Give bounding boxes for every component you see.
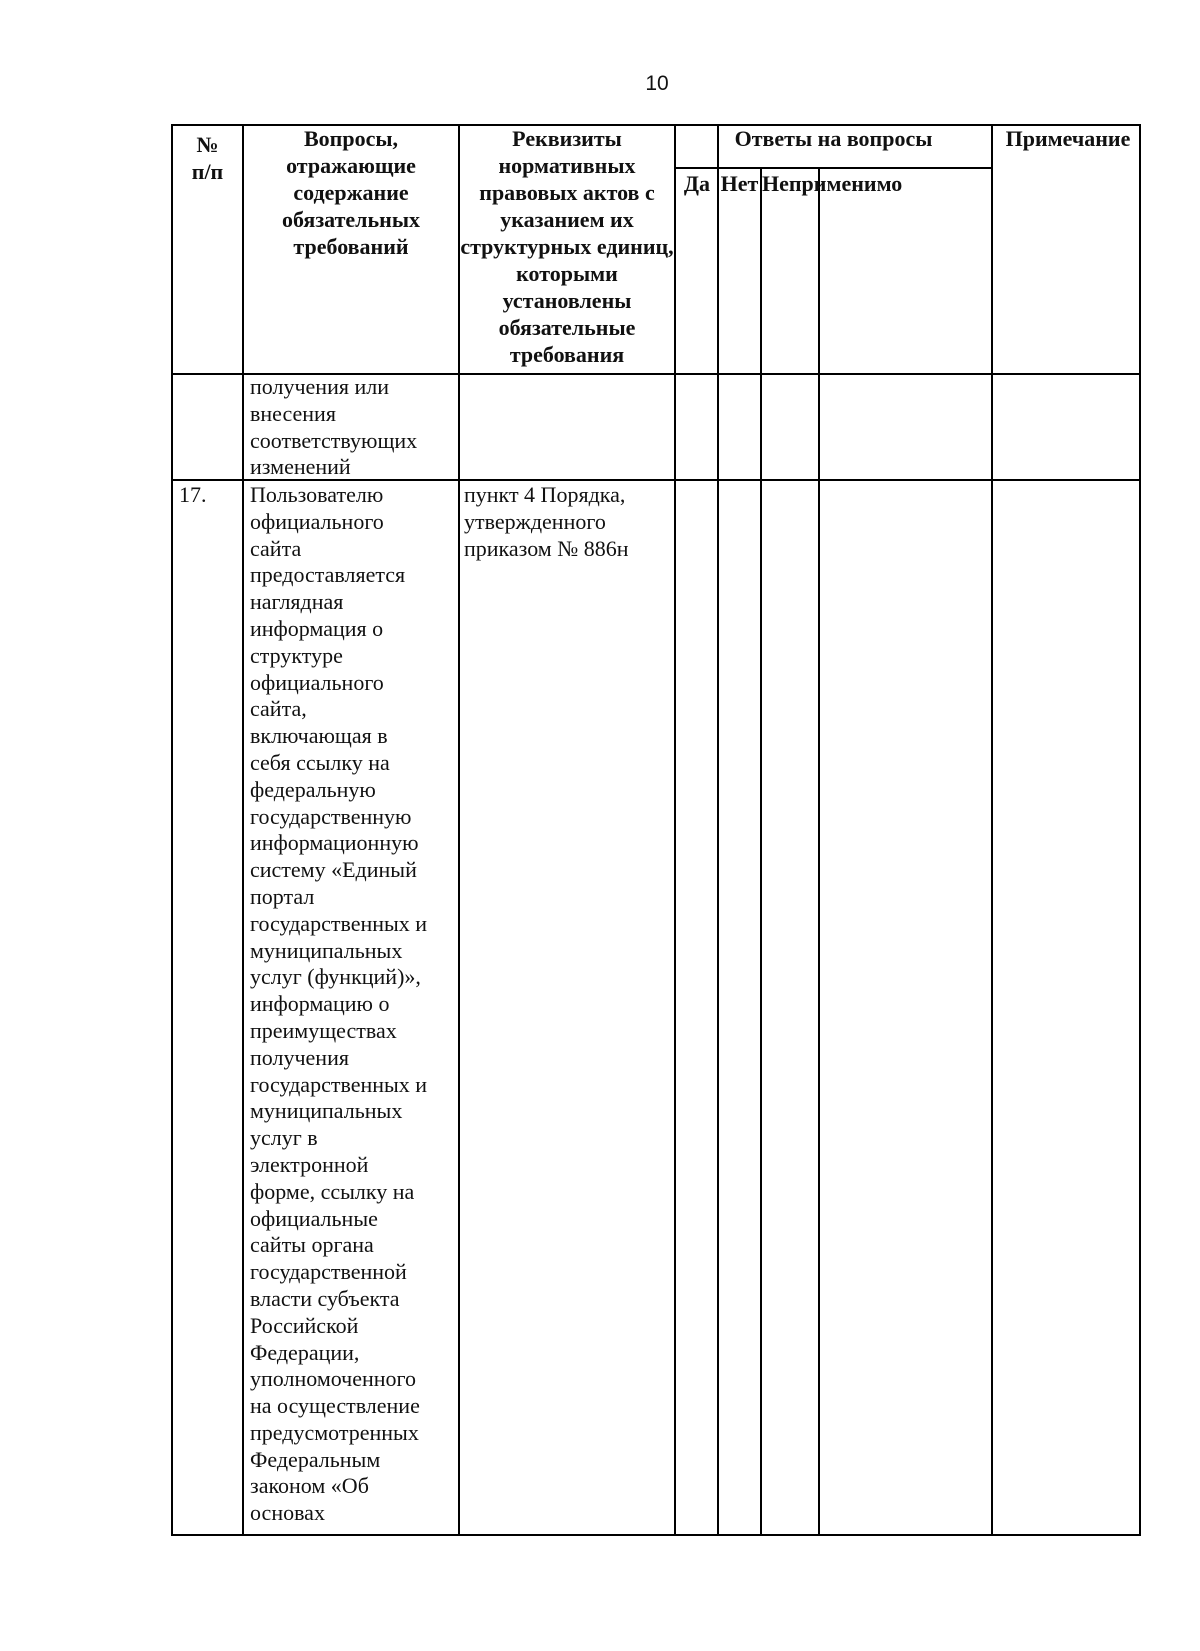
column-divider — [674, 126, 676, 1534]
header-num: № п/п — [191, 132, 224, 184]
row-requisites: пункт 4 Порядка, утвержденного приказом № 886н — [464, 482, 629, 561]
column-divider — [991, 126, 993, 1534]
column-divider — [242, 126, 244, 1534]
row-question: Пользователю официального сайта предоставляется наглядная информация о структуре официального сайта, включающая в себя ссылку на федеральную государственную информационную систему «Единый портал государственных и муниципальных услуг (функций)», информацию о преимуществах получения государственных и муниципальных услуг в электронной форме, ссылку на официальные сайты органа государственной власти субъекта Российской Федерации, уполномоченного на осуществление предусмотренных Федеральным законом «Об основах — [250, 482, 428, 1526]
header-questions: Вопросы, отражающие содержание обязательных требований — [281, 126, 421, 259]
row-question: получения или внесения соответствующих изменений — [250, 374, 418, 480]
header-answers: Ответы на вопросы — [734, 126, 933, 151]
checklist-table — [171, 124, 1141, 1536]
header-answer-yes: Да — [683, 171, 711, 196]
page-number: 10 — [645, 72, 669, 95]
header-answer-no: Нет — [720, 171, 759, 196]
row-num: 17. — [179, 482, 207, 507]
answers-subheader-divider — [674, 167, 991, 169]
header-notes: Примечание — [1005, 126, 1131, 151]
header-requisites: Реквизиты нормативных правовых актов с указанием их структурных единиц, которыми установлены обязательные требования — [460, 126, 674, 367]
header-answer-na: Неприменимо — [762, 171, 903, 196]
column-divider — [717, 126, 719, 1534]
